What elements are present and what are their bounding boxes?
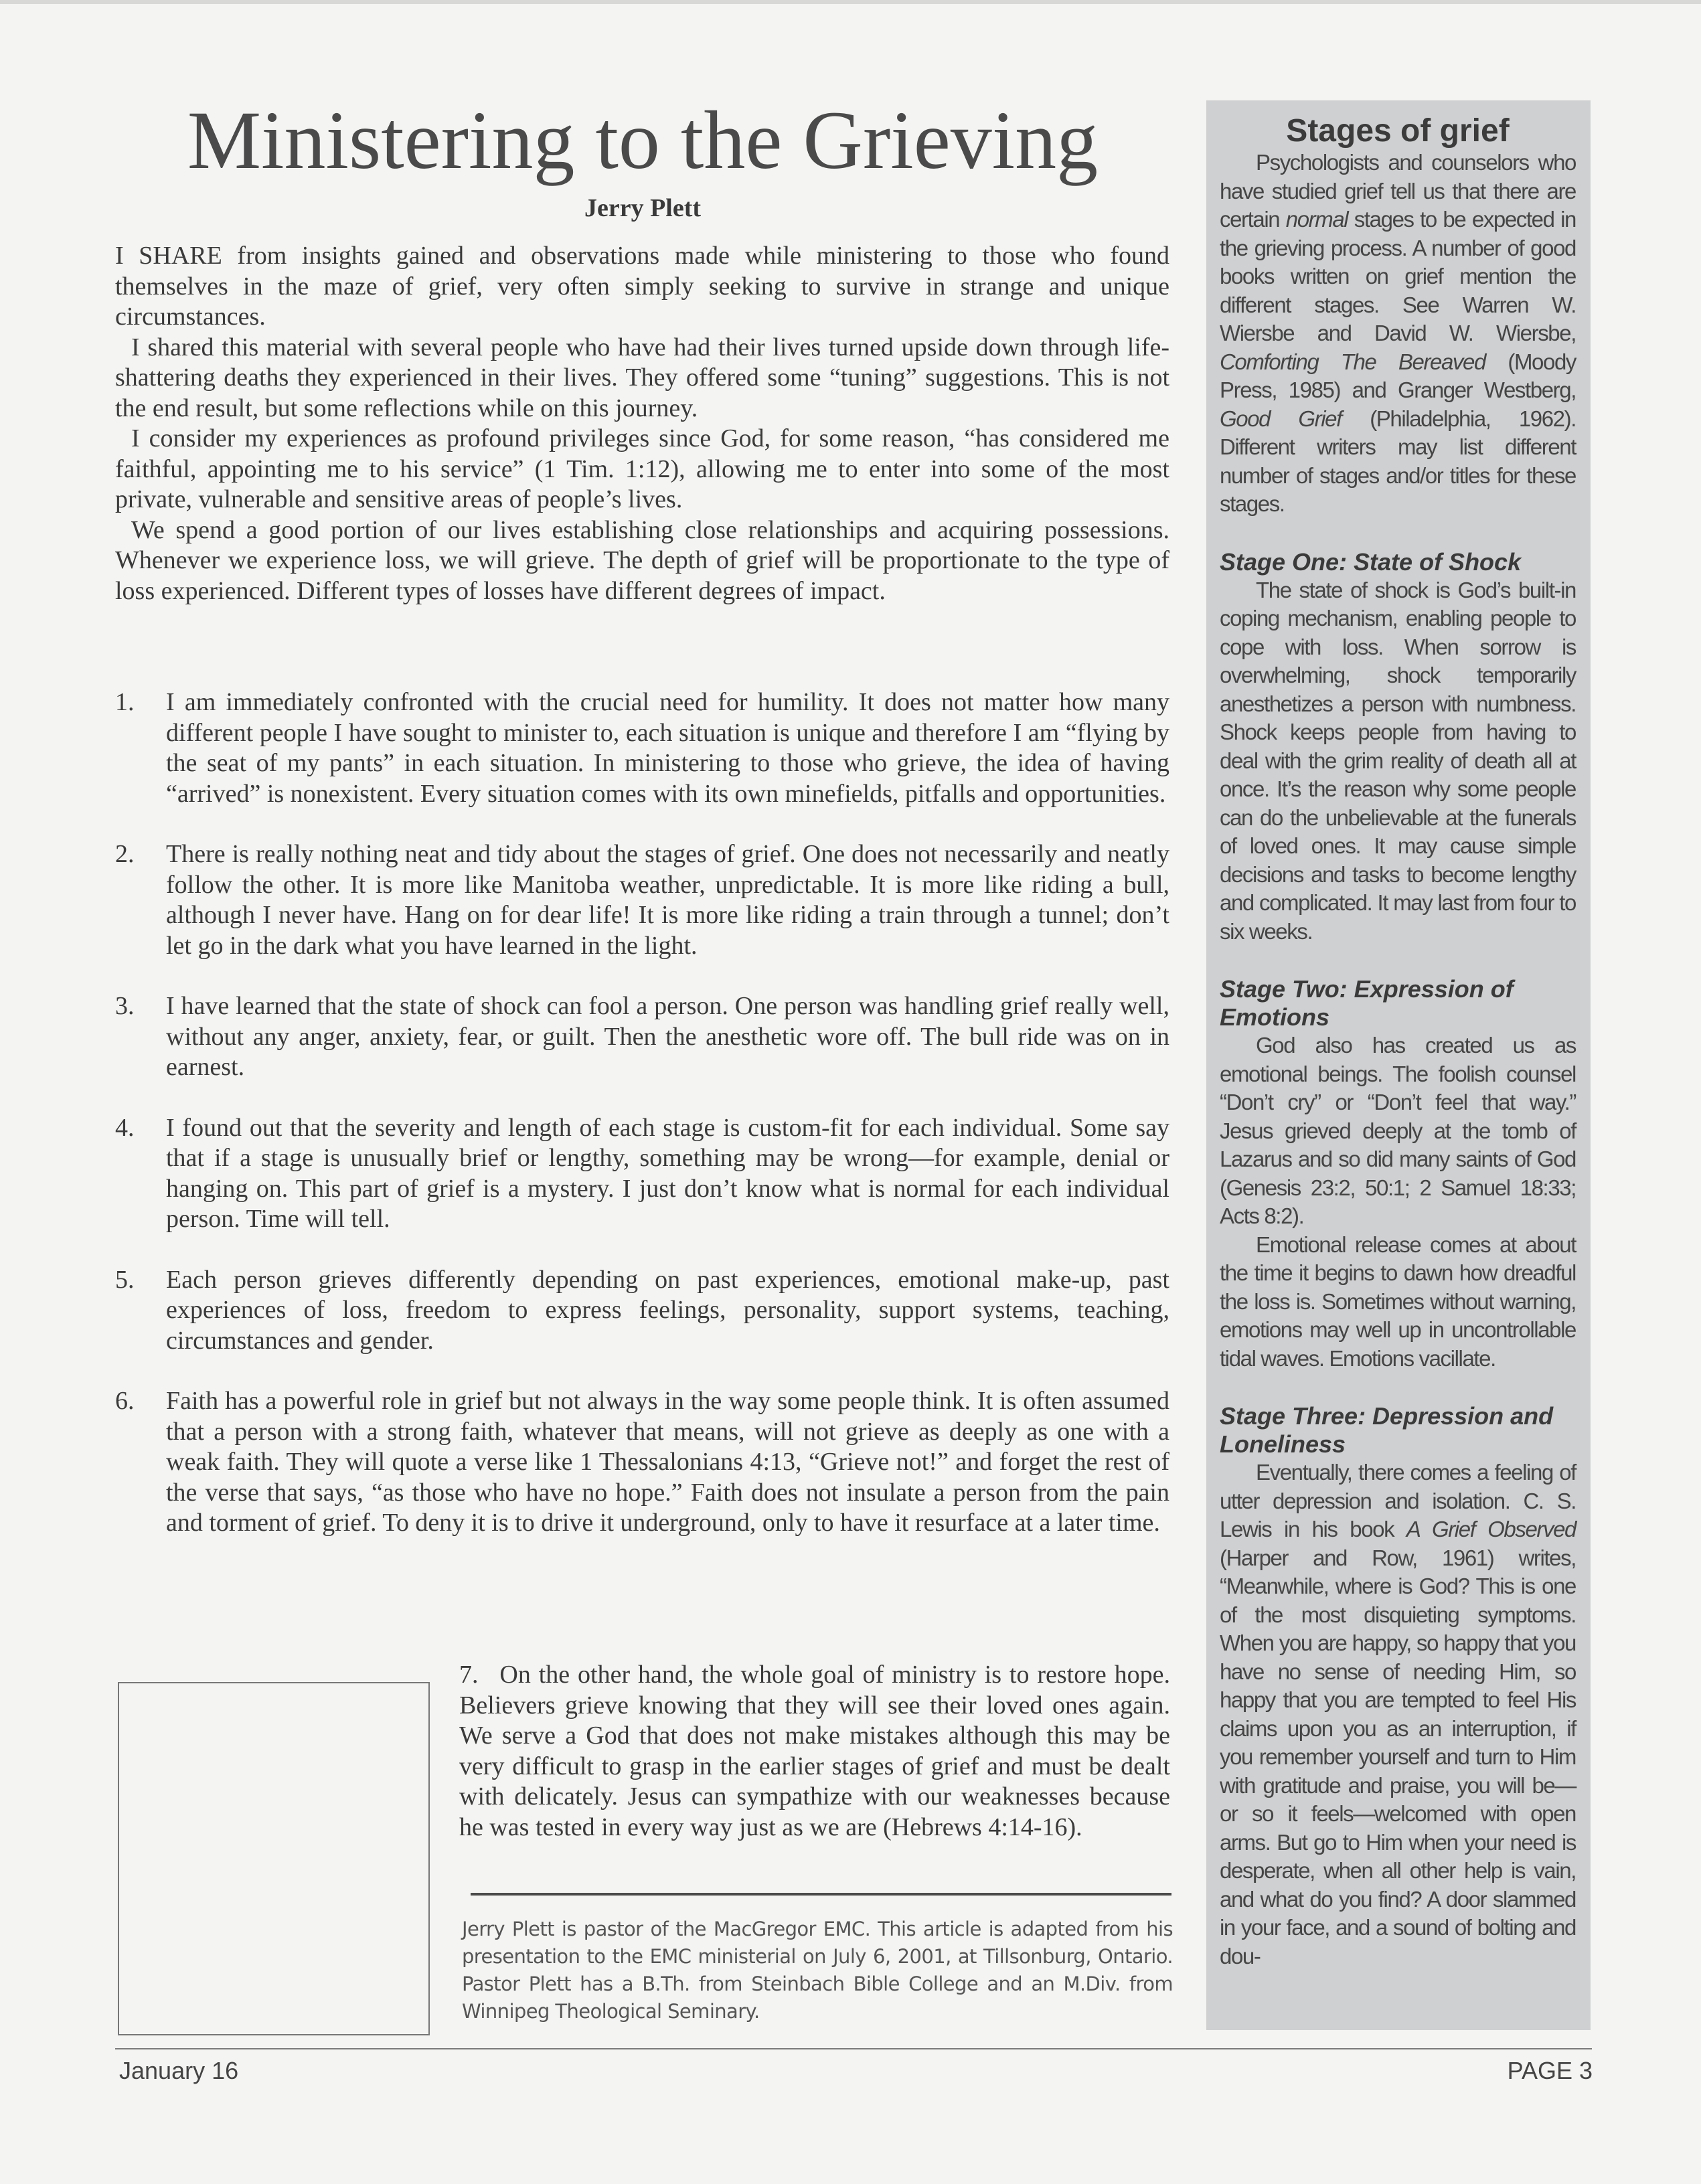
article-byline: Jerry Plett xyxy=(584,194,702,222)
author-bio: Jerry Plett is pastor of the MacGregor EMC. This article is adapted from his presentation to the EMC ministerial on July 6, 2001, at Tillsonburg, Ontario. Pastor Plett has a B.Th. from Steinbach Bible College and an M.Div. from Winnipeg Theological Seminary. xyxy=(462,1918,1173,2023)
stage-three-heading: Stage Three: Depression and Loneliness xyxy=(1220,1402,1554,1458)
photo-placeholder xyxy=(118,1682,430,2035)
intro-paragraph: I shared this material with several people who have had their lives turned upside down through life-shattering deaths they experienced in their lives. They offered some “tuning” suggestions. This is not the end result, but some reflections while on this journey. xyxy=(115,333,1169,422)
intro-paragraph: We spend a good portion of our lives establishing close relationships and acquiring possessions. Whenever we experience loss, we will grieve. The depth of grief will be proportionate to the type of loss experienced. Different types of losses have different degrees of impact. xyxy=(115,515,1169,605)
sidebar-title: Stages of grief xyxy=(1286,113,1510,149)
sidebar-intro-text: stages to be expected in the grieving process. A number of good books written on grief mention the different stages. See Warren W. Wiersbe and David W. Wiersbe, xyxy=(1220,207,1576,345)
list-item xyxy=(115,1113,1169,1235)
sidebar-intro-emphasis: normal xyxy=(1285,207,1348,232)
sidebar-intro-text: (Moody Press, 1985) and Granger Westberg, xyxy=(1220,349,1576,402)
list-item-7 xyxy=(459,1660,1170,1843)
footer-page-number: PAGE 3 xyxy=(1507,2057,1593,2084)
stage-three-text xyxy=(1220,1458,1576,1970)
stage-three-text-part: Eventually, there comes a feeling of utter depression and isolation. C. S. Lewis in his book xyxy=(1220,1460,1576,1541)
sidebar-intro-text: (Philadelphia, 1962). Different writers may list different number of stages and/or titles for these stages. xyxy=(1220,406,1576,516)
stage-one-text: The state of shock is God’s built-in coping mechanism, enabling people to cope with loss. When sorrow is overwhelming, shock temporarily anesthetizes a person with numbness. Shock keeps people from having to deal with the grim reality of death all at once. It’s the reason why some people can do the unbelievable at the funerals of loved ones. It may cause simple decisions and tasks to become lengthy and complicated. It may last from four to six weeks. xyxy=(1220,577,1576,944)
list-item-number: 2. xyxy=(115,840,135,868)
book-title: Comforting The Bereaved xyxy=(1220,349,1485,374)
sidebar-intro xyxy=(1220,149,1576,519)
list-item-text: I found out that the severity and length of each stage is custom-fit for each individual. Some say that if a stage is unusually brief or lengthy, something may be wrong—for example, denial or hanging on. This part of grief is a mystery. I just don’t know what is normal for each individual person. Time will tell. xyxy=(166,1113,1169,1233)
list-item xyxy=(115,1265,1169,1357)
list-item-text: I have learned that the state of shock can fool a person. One person was handling grief really well, without any anger, anxiety, fear, or guilt. Then the anesthetic wore off. The bull ride was on in earnest. xyxy=(166,992,1169,1081)
list-item-text: I am immediately confronted with the crucial need for humility. It does not matter how many different people I have sought to minister to, each situation is unique and therefore I am “flying by the seat of my pants” in each situation. In ministering to those who grieve, the idea of having “arrived” is nonexistent. Every situation comes with its own minefields, pitfalls and opportunities. xyxy=(166,688,1169,808)
list-item-number: 4. xyxy=(115,1113,135,1142)
list-item-number: 5. xyxy=(115,1265,135,1294)
book-title: Good Grief xyxy=(1220,406,1342,431)
article-title: Ministering to the Grieving xyxy=(187,94,1099,186)
stage-three-text-part: (Harper and Row, 1961) writes, “Meanwhile, where is God? This is one of the most disquieting symptoms. When you are happy, so happy that you have no sense of needing Him, so happy that you are tempted to feel His claims upon you as an interruption, if you remember yourself and turn to Him with gratitude and praise, you will be—or so it feels—welcomed with open arms. But go to Him when your need is desperate, when all other help is vain, and what do you find? A door slammed in your face, and a sound of bolting and dou- xyxy=(1220,1545,1576,1968)
stage-one-heading: Stage One: State of Shock xyxy=(1220,548,1522,576)
stage-two-heading: Stage Two: Expression of Emotions xyxy=(1220,975,1514,1031)
list-item xyxy=(115,687,1169,809)
list-item-text: There is really nothing neat and tidy about the stages of grief. One does not necessarily and neatly follow the other. It is more like Manitoba weather, unpredictable. It is more like riding a bull, although I never have. Hang on for dear life! It is more like riding a train through a tunnel; don’t let go in the dark what you have learned in the light. xyxy=(166,840,1169,960)
intro-paragraph: I SHARE from insights gained and observations made while ministering to those who found themselves in the maze of grief, very often simply seeking to survive in strange and unique circumstances. xyxy=(115,242,1169,331)
footer-divider xyxy=(115,2048,1592,2049)
intro-paragraph: I consider my experiences as profound privileges since God, for some reason, “has considered me faithful, appointing me to his service” (1 Tim. 1:12), allowing me to enter into some of the most private, vulnerable and sensitive areas of people’s lives. xyxy=(115,424,1169,513)
page-top-edge xyxy=(0,0,1701,4)
footer-date: January 16 xyxy=(119,2057,239,2084)
list-item-number: 6. xyxy=(115,1387,135,1415)
list-item xyxy=(115,839,1169,961)
list-item xyxy=(115,991,1169,1083)
list-item-number: 7. xyxy=(459,1661,479,1689)
stages-of-grief-sidebar xyxy=(1206,100,1591,2030)
book-title: A Grief Observed xyxy=(1406,1517,1576,1541)
list-item-number: 3. xyxy=(115,992,135,1020)
stage-two-text: God also has created us as emotional beings. The foolish counsel “Don’t cry” or “Don’t feel that way.” Jesus grieved deeply at the tomb of Lazarus and so did many saints of God (Genesis 23:2, 50:1; 2 Samuel 18:33; Acts 8:2). xyxy=(1220,1033,1576,1228)
list-item-text: On the other hand, the whole goal of ministry is to restore hope. Believers grieve knowing that they will see their loved ones again. We serve a God that does not make mistakes although this may be very difficult to grasp in the earlier stages of grief and must be dealt with delicately. Jesus can sympathize with our weaknesses because he was tested in every way just as we are (Hebrews 4:14-16). xyxy=(459,1661,1170,1841)
sidebar-intro-text: Psychologists and counselors who have studied grief tell us that there are certain xyxy=(1220,150,1576,232)
list-item xyxy=(115,1386,1169,1539)
stage-two-text: Emotional release comes at about the time it begins to dawn how dreadful the loss is. Sometimes without warning, emotions may well up in uncontrollable tidal waves. Emotions vacillate. xyxy=(1220,1232,1576,1371)
bio-divider xyxy=(471,1893,1171,1896)
article-intro xyxy=(115,241,1169,606)
numbered-list xyxy=(115,687,1169,1569)
list-item-text: Faith has a powerful role in grief but not always in the way some people think. It is often assumed that a person with a strong faith, whatever that means, will not grieve as deeply as one with a weak faith. They will quote a verse like 1 Thessalonians 4:13, “Grieve not!” and forget the rest of the verse that says, “as those who have no hope.” Faith does not insulate a person from the pain and torment of grief. To deny it is to drive it underground, only to have it resurface at a later time. xyxy=(166,1387,1169,1537)
list-item-number: 1. xyxy=(115,688,135,716)
list-item-text: Each person grieves differently depending on past experiences, emotional make-up, past experiences of loss, freedom to express feelings, personality, support systems, teaching, circumstances and gender. xyxy=(166,1265,1169,1355)
